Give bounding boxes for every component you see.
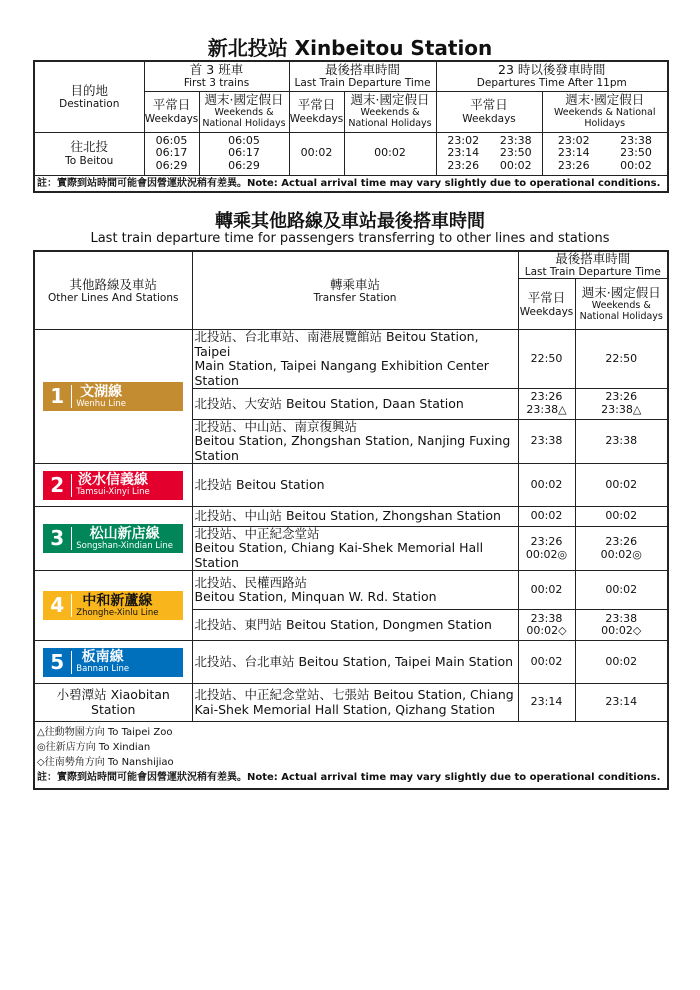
weekend-time: 23:14 xyxy=(575,684,668,722)
after-11pm-header: 23 時以後發車時間 Departures Time After 11pm xyxy=(436,61,668,91)
transfer-station: 北投站、台北車站、南港展覽館站 Beitou Station, Taipei Main Station, Taipei Nangang Exhibition Center Station xyxy=(192,330,518,389)
weekend-time: 00:02 xyxy=(575,507,668,527)
last-train-header: 最後搭車時間 Last Train Departure Time xyxy=(289,61,436,91)
weekend-time: 00:02 xyxy=(575,464,668,507)
destination-header: 目的地 Destination xyxy=(34,61,144,132)
weekdays-header: 平常日 Weekdays xyxy=(436,91,542,132)
transfer-station: 北投站、中正紀念堂站 Beitou Station, Chiang Kai-Shek Memorial Hall Station xyxy=(192,527,518,571)
transfer-station: 北投站、東門站 Beitou Station, Dongmen Station xyxy=(192,610,518,641)
line-zhonghe-xinlu xyxy=(34,571,192,641)
destination-cell: 往北投 To Beitou xyxy=(34,132,144,175)
weekends-header: 週末·國定假日 Weekends & National Holidays xyxy=(542,91,668,132)
after-weekdays-times: 23:38 23:50 00:02 xyxy=(490,132,542,175)
station-title: 新北投站 Xinbeitou Station xyxy=(207,36,493,60)
weekday-time: 23:38 xyxy=(518,419,575,463)
weekend-time: 23:38 xyxy=(575,419,668,463)
weekends-header: 週末·國定假日 Weekends & National Holidays xyxy=(344,91,436,132)
footnote: 註：實際到站時間可能會因營運狀況稍有差異。Note: Actual arrival time may vary slightly due to operational conditions. xyxy=(37,772,661,784)
timetable xyxy=(33,60,669,193)
bannan-line-badge: 5 板南線 Bannan Line xyxy=(43,648,183,677)
zhonghe-line-badge: 4 中和新蘆線 Zhonghe-Xinlu Line xyxy=(43,591,183,620)
weekdays-header: 平常日 Weekdays xyxy=(144,91,199,132)
footnote: 註：實際到站時間可能會因營運狀況稍有差異。Note: Actual arrival time may vary slightly due to operational conditions. xyxy=(34,175,668,192)
transfer-station: 北投站 Beitou Station xyxy=(192,464,518,507)
transfer-header: 轉乘車站 Transfer Station xyxy=(192,251,518,330)
xiaobitan-station: 小碧潭站 Xiaobitan Station xyxy=(34,684,192,722)
weekdays-header: 平常日 Weekdays xyxy=(289,91,344,132)
transfer-station: 北投站、大安站 Beitou Station, Daan Station xyxy=(192,388,518,419)
weekday-time: 23:26 00:02◎ xyxy=(518,527,575,571)
wenhu-line-badge: 1 文湖線 Wenhu Line xyxy=(43,382,183,411)
transfer-subtitle: Last train departure time for passengers transferring to other lines and stations xyxy=(90,231,610,246)
last-weekends-time: 00:02 xyxy=(344,132,436,175)
transfer-title: 轉乘其他路線及車站最後搭車時間 xyxy=(215,211,485,232)
after-weekends-times: 23:38 23:50 00:02 xyxy=(605,132,668,175)
weekday-time: 23:26 23:38△ xyxy=(518,388,575,419)
transfer-station: 北投站、中正紀念堂站、七張站 Beitou Station, Chiang Kai-Shek Memorial Hall Station, Qizhang Station xyxy=(192,684,518,722)
weekday-time: 00:02 xyxy=(518,571,575,610)
transfer-station: 北投站、台北車站 Beitou Station, Taipei Main Station xyxy=(192,641,518,684)
first-weekdays-times: 06:05 06:17 06:29 xyxy=(144,132,199,175)
line-wenhu xyxy=(34,330,192,464)
transfer-table xyxy=(33,250,669,790)
transfer-station: 北投站、民權西路站 Beitou Station, Minquan W. Rd. Station xyxy=(192,571,518,610)
weekday-time: 00:02 xyxy=(518,641,575,684)
line-tamsui-xinyi xyxy=(34,464,192,507)
weekday-time: 22:50 xyxy=(518,330,575,389)
weekend-time: 00:02 xyxy=(575,641,668,684)
weekend-time: 23:26 23:38△ xyxy=(575,388,668,419)
weekday-time: 00:02 xyxy=(518,507,575,527)
line-bannan xyxy=(34,641,192,684)
transfer-station: 北投站、中山站、南京復興站 Beitou Station, Zhongshan Station, Nanjing Fuxing Station xyxy=(192,419,518,463)
weekend-time: 22:50 xyxy=(575,330,668,389)
lines-header: 其他路線及車站 Other Lines And Stations xyxy=(34,251,192,330)
weekends-header: 週末·國定假日 Weekends & National Holidays xyxy=(575,279,668,330)
transfer-station: 北投站、中山站 Beitou Station, Zhongshan Station xyxy=(192,507,518,527)
legend-item: ◇往南勢角方向 To Nanshijiao xyxy=(37,757,174,769)
last-train-header: 最後搭車時間 Last Train Departure Time xyxy=(518,251,668,279)
weekday-time: 23:14 xyxy=(518,684,575,722)
songshan-line-badge: 3 松山新店線 Songshan-Xindian Line xyxy=(43,524,183,553)
weekend-time: 23:38 00:02◇ xyxy=(575,610,668,641)
weekend-time: 23:26 00:02◎ xyxy=(575,527,668,571)
after-weekdays-times: 23:02 23:14 23:26 xyxy=(436,132,490,175)
after-weekends-times: 23:02 23:14 23:26 xyxy=(542,132,605,175)
first-weekends-times: 06:05 06:17 06:29 xyxy=(199,132,289,175)
weekdays-header: 平常日 Weekdays xyxy=(518,279,575,330)
last-weekdays-time: 00:02 xyxy=(289,132,344,175)
tamsui-line-badge: 2 淡水信義線 Tamsui-Xinyi Line xyxy=(43,471,183,500)
weekends-header: 週末·國定假日 Weekends & National Holidays xyxy=(199,91,289,132)
legend-notes xyxy=(34,722,668,790)
legend-item: ◎往新店方向 To Xindian xyxy=(37,742,151,754)
weekday-time: 00:02 xyxy=(518,464,575,507)
line-songshan-xindian xyxy=(34,507,192,571)
legend-item: △往動物園方向 To Taipei Zoo xyxy=(37,727,173,739)
weekend-time: 00:02 xyxy=(575,571,668,610)
first-trains-header: 首 3 班車 First 3 trains xyxy=(144,61,289,91)
weekday-time: 23:38 00:02◇ xyxy=(518,610,575,641)
